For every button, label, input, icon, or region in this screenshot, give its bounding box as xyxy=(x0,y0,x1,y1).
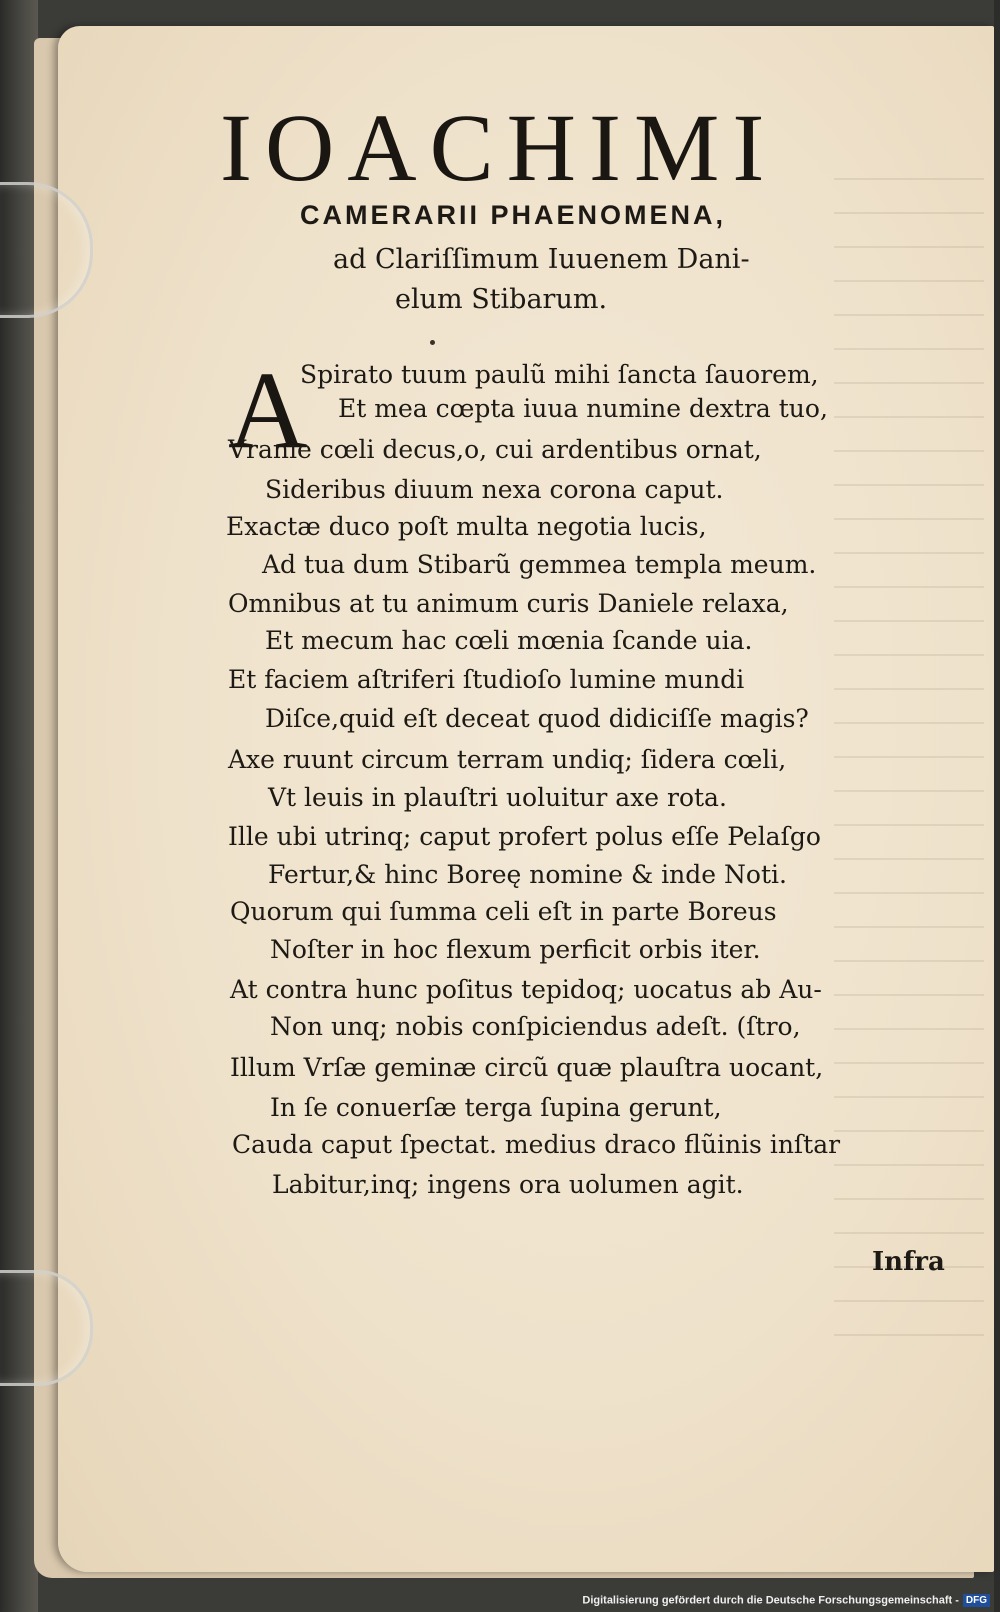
subtitle-line-3: elum Stibarum. xyxy=(395,284,608,315)
subtitle-line-1: CAMERARII PHAENOMENA, xyxy=(300,200,727,230)
verse-line: Vranie cœli decus,o, cui ardentibus ornat, xyxy=(228,435,762,464)
verse-line: Omnibus at tu animum curis Daniele relaxa, xyxy=(228,589,789,618)
verse-line: Ad tua dum Stibarũ gemmea templa meum. xyxy=(262,550,817,579)
verse-line: Illum Vrſæ geminæ circũ quæ plauſtra uocant, xyxy=(230,1053,824,1082)
drop-capital: A xyxy=(228,349,308,471)
dfg-logo: DFG xyxy=(963,1594,990,1607)
ornament-dot xyxy=(430,340,435,345)
footer-text: Digitalisierung gefördert durch die Deutsche Forschungsgemeinschaft - xyxy=(582,1594,959,1607)
verse-line: Et mecum hac cœli mœnia ſcande uia. xyxy=(265,626,753,655)
verse-line: Fertur,& hinc Boreę nomine & inde Noti. xyxy=(268,860,787,889)
verse-line: Non unq; nobis conſpiciendus adeſt. (ſtro, xyxy=(270,1012,801,1041)
verse-line: Et faciem aſtriferi ſtudioſo lumine mundi xyxy=(228,665,745,694)
catchword: Infra xyxy=(872,1247,945,1277)
verse-line: Spirato tuum paulũ mihi ſancta ſauorem, xyxy=(300,360,819,389)
verse-line: Sideribus diuum nexa corona caput. xyxy=(265,475,724,504)
verse-line: Vt leuis in plauſtri uoluitur axe rota. xyxy=(268,783,727,812)
verse-line: At contra hunc poſitus tepidoq; uocatus ab Au- xyxy=(230,975,822,1004)
verse-line: Noſter in hoc flexum perficit orbis iter. xyxy=(270,935,761,964)
subtitle-line-2: ad Clariſſimum Iuuenem Dani- xyxy=(333,244,750,275)
digitization-footer xyxy=(582,1594,990,1607)
page-title: IOACHIMI xyxy=(220,94,778,201)
verse-line: Ille ubi utrinq; caput profert polus eſſe Pelaſgo xyxy=(228,822,821,851)
verse-line: Axe ruunt circum terram undiq; ſidera cœli, xyxy=(228,745,787,774)
verse-line: Labitur,inq; ingens ora uolumen agit. xyxy=(272,1170,744,1199)
verse-line: Exactæ duco poſt multa negotia lucis, xyxy=(226,512,707,541)
show-through-text xyxy=(834,156,984,1356)
verse-line: Cauda caput ſpectat. medius draco flũinis inſtar xyxy=(232,1130,841,1159)
verse-line: Et mea cœpta iuua numine dextra tuo, xyxy=(338,394,828,423)
verse-line: Quorum qui ſumma celi eſt in parte Boreus xyxy=(230,897,777,926)
scan-background-right xyxy=(994,0,1000,1612)
verse-line: In ſe conuerſæ terga ſupina gerunt, xyxy=(270,1093,722,1122)
verse-line: Diſce,quid eſt deceat quod didiciſſe magis? xyxy=(265,704,809,733)
